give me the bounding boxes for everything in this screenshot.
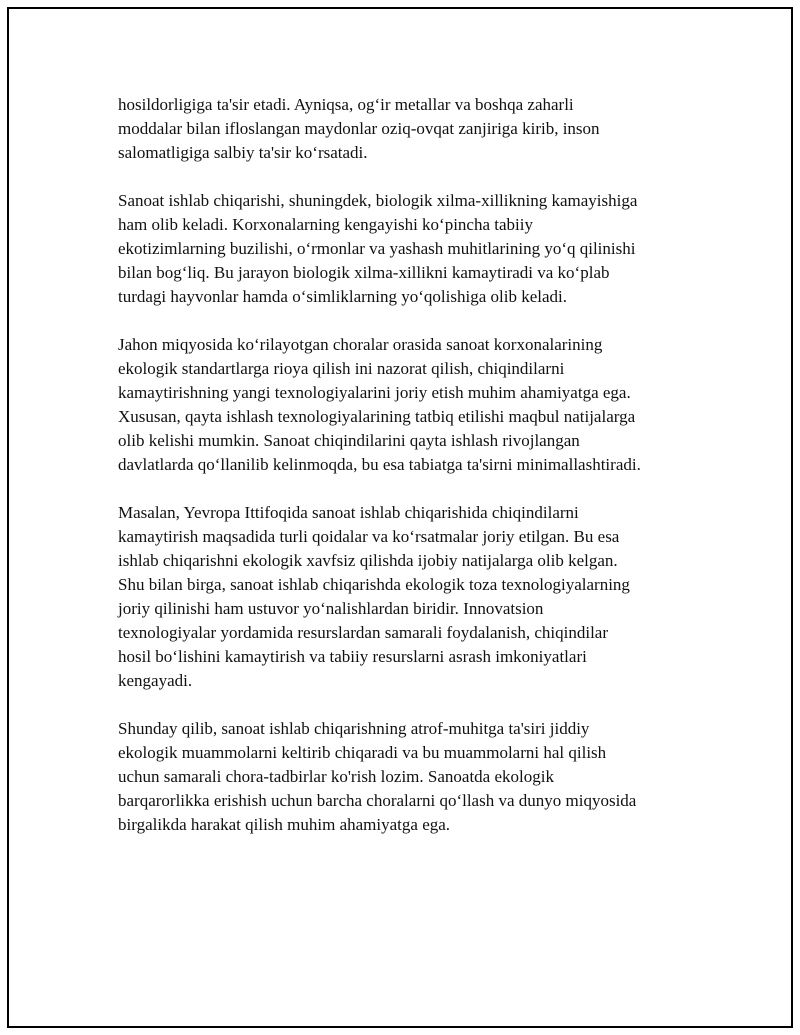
paragraph-5: Shunday qilib, sanoat ishlab chiqarishning atrof-muhitga ta'siri jiddiy ekologik muammolarni keltirib chiqaradi va bu muammolarni hal qilish uchun samarali chora-tadbirlar ko'rish lozim. Sanoatda ekologik barqarorlikka erishish uchun barcha choralarni qo‘llash va dunyo miqyosida birgalikda harakat qilish muhim ahamiyatga ega. xyxy=(118,719,637,834)
paragraph-2: Sanoat ishlab chiqarishi, shuningdek, biologik xilma-xillikning kamayishiga ham olib keladi. Korxonalarning kengayishi ko‘pincha tabiiy ekotizimlarning buzilishi, o‘rmonlar va yashash muhitlarining yo‘q qilinishi bilan bog‘liq. Bu jarayon biologik xilma-xillikni kamaytiradi va ko‘plab turdagi hayvonlar hamda o‘simliklarning yo‘qolishiga olib keladi. xyxy=(118,191,638,306)
paragraph-1: hosildorligiga ta'sir etadi. Ayniqsa, og‘ir metallar va boshqa zaharli moddalar bilan ifloslangan maydonlar oziq-ovqat zanjiriga kirib, inson salomatligiga salbiy ta'sir ko‘rsatadi. xyxy=(118,95,600,162)
paragraph-4: Masalan, Yevropa Ittifoqida sanoat ishlab chiqarishida chiqindilarni kamaytirish maqsadida turli qoidalar va ko‘rsatmalar joriy etilgan. Bu esa ishlab chiqarishni ekologik xavfsiz qilishda ijobiy natijalarga olib kelgan. Shu bilan birga, sanoat ishlab chiqarishda ekologik toza texnologiyalarning joriy qilinishi ham ustuvor yo‘nalishlardan biridir. Innovatsion texnologiyalar yordamida resurslardan samarali foydalanish, chiqindilar hosil bo‘lishini kamaytirish va tabiiy resurslarni asrash imkoniyatlari kengayadi. xyxy=(118,503,630,690)
document-body xyxy=(118,93,698,837)
paragraph-3: Jahon miqyosida ko‘rilayotgan choralar orasida sanoat korxonalarining ekologik standartlarga rioya qilish ini nazorat qilish, chiqindilarni kamaytirishning yangi texnologiyalarini joriy etish muhim ahamiyatga ega. Xususan, qayta ishlash texnologiyalarining tatbiq etilishi maqbul natijalarga olib kelishi mumkin. Sanoat chiqindilarini qayta ishlash rivojlangan davlatlarda qo‘llanilib kelinmoqda, bu esa tabiatga ta'sirni minimallashtiradi. xyxy=(118,335,641,474)
